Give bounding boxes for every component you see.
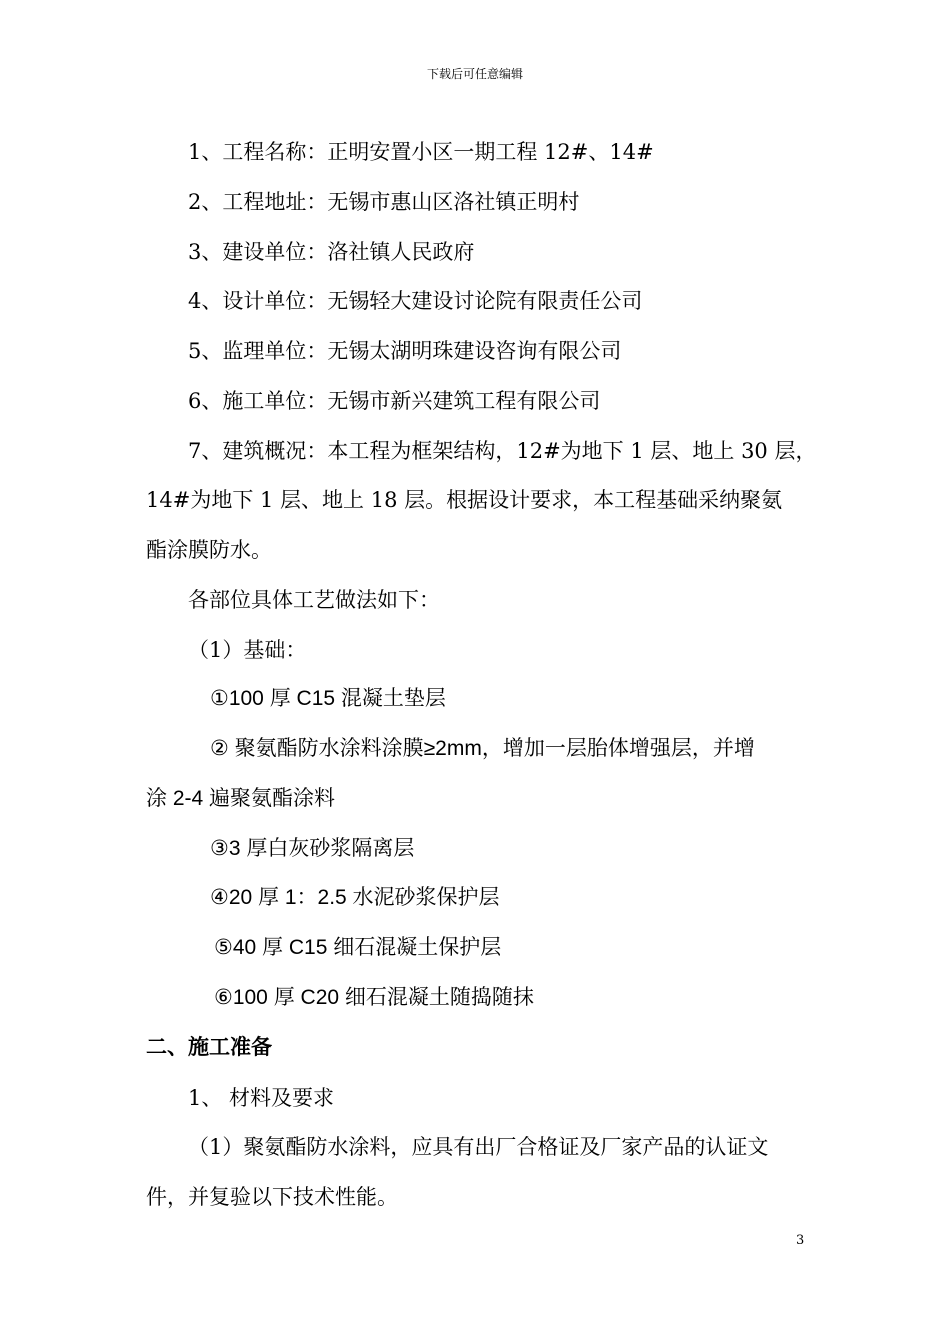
- header-note: 下载后可任意编辑: [426, 67, 523, 81]
- section-paragraph-line2: 件，并复验以下技术性能。: [146, 1185, 398, 1209]
- foundation-label: （1）基础：: [188, 638, 307, 662]
- item-overview-line1: 7、建筑概况：本工程为框架结构，12#为地下 1 层、地上 30 层，: [188, 439, 817, 463]
- item-project-address: 2、工程地址：无锡市惠山区洛社镇正明村: [188, 190, 580, 214]
- item-designer: 4、设计单位：无锡轻大建设讨论院有限责任公司: [188, 289, 643, 313]
- item-contractor: 6、施工单位：无锡市新兴建筑工程有限公司: [188, 389, 601, 413]
- item-project-name: 1、工程名称：正明安置小区一期工程 12#、14#: [188, 140, 654, 164]
- item-overview-line3: 酯涂膜防水。: [146, 538, 272, 562]
- foundation-step: ①100 厚 C15 混凝土垫层: [210, 687, 446, 710]
- section-heading: 二、施工准备: [146, 1036, 272, 1059]
- foundation-step: 涂 2-4 遍聚氨酯涂料: [146, 787, 336, 810]
- foundation-step: ② 聚氨酯防水涂料涂膜≥2mm，增加一层胎体增强层，并增: [210, 737, 755, 760]
- foundation-step: ④20 厚 1：2.5 水泥砂浆保护层: [210, 886, 500, 909]
- foundation-step: ③3 厚白灰砂浆隔离层: [210, 837, 415, 860]
- section-paragraph-line1: （1）聚氨酯防水涂料，应具有出厂合格证及厂家产品的认证文: [188, 1135, 769, 1159]
- item-client: 3、建设单位：洛社镇人民政府: [188, 240, 475, 264]
- foundation-step: ⑥100 厚 C20 细石混凝土随捣随抹: [214, 986, 534, 1009]
- item-overview-line2: 14#为地下 1 层、地上 18 层。根据设计要求，本工程基础采纳聚氨: [146, 488, 783, 512]
- item-supervisor: 5、监理单位：无锡太湖明珠建设咨询有限公司: [188, 339, 622, 363]
- section-subheading: 1、 材料及要求: [188, 1086, 335, 1110]
- page-number: 3: [796, 1233, 805, 1248]
- foundation-step: ⑤40 厚 C15 细石混凝土保护层: [214, 936, 502, 959]
- process-intro: 各部位具体工艺做法如下：: [188, 588, 440, 612]
